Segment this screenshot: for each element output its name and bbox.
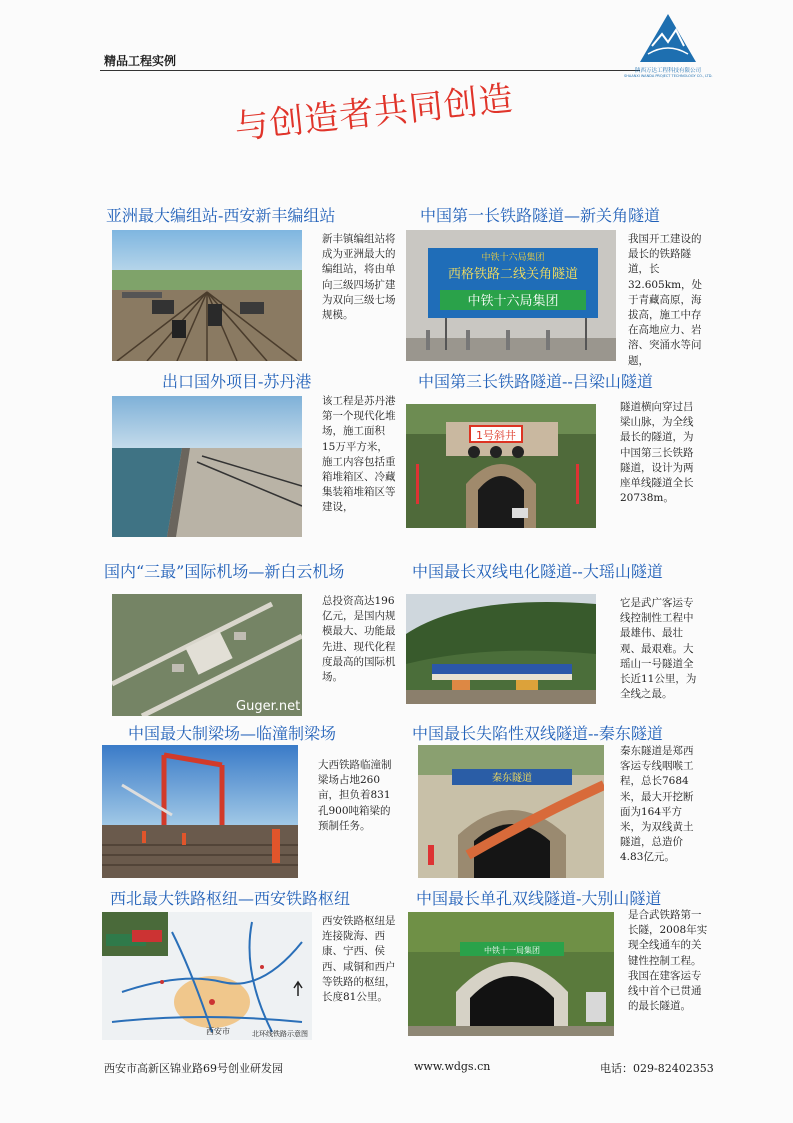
project-desc-baiyun-airport: 总投资高达196亿元，是国内规模最大、功能最先进、现代化程度最高的国际机场。 [322, 595, 396, 684]
project-desc-xian-hub: 西安铁路枢纽是连接陇海、西康、宁西、侯西、咸铜和西户等铁路的枢纽，长度81公里。 [322, 915, 396, 1004]
map-legend-label: 北环线铁路示意图 [252, 1030, 308, 1038]
photo-qindong-tunnel [418, 745, 604, 878]
header-divider [100, 70, 640, 71]
company-logo [624, 12, 712, 84]
photo-sudan-port [112, 396, 302, 537]
project-title-xian-hub: 西北最大铁路枢纽—西安铁路枢纽 [110, 889, 351, 908]
project-title-xinfeng: 亚洲最大编组站-西安新丰编组站 [106, 206, 336, 225]
photo-lintong-beam-yard [102, 745, 298, 878]
logo-company-name: 陕西万达工程科技有限公司 [634, 68, 701, 74]
project-title-dabieshan: 中国最长单孔双线隧道-大别山隧道 [416, 889, 662, 908]
photo-baiyun-airport [112, 594, 302, 716]
photo-xinfeng-yard [112, 230, 302, 361]
project-desc-qindong: 秦东隧道是郑西客运专线咽喉工程，总长7684米，最大开挖断面为164平方米，为双线黄土隧道，总造价4.83亿元。 [620, 745, 694, 864]
project-desc-lintong: 大西铁路临潼制梁场占地260亩，担负着831孔900吨箱梁的预制任务。 [318, 759, 392, 832]
project-desc-guanjiao: 我国开工建设的最长的铁路隧道，长32.605km，处于青藏高原，海拔高，施工中存在高地应力、岩溶、突涌水等问题， [628, 233, 703, 367]
logo-mountain-icon [638, 12, 698, 64]
tunnel-sign-text: 1号斜井 [476, 429, 516, 442]
map-city-label: 西安市 [206, 1027, 230, 1036]
photo-guanjiao-tunnel [406, 230, 616, 361]
project-desc-sudan-port: 该工程是苏丹港第一个现代化堆场，施工面积15万平方米，施工内容包括重箱堆箱区、冷藏集装箱堆箱区等建设， [322, 395, 396, 514]
logo-wordmark: WANDA [652, 62, 686, 69]
project-title-dayaoshan: 中国最长双线电化隧道--大瑶山隧道 [412, 562, 663, 581]
project-desc-dabieshan: 是合武铁路第一长隧，2008年实现全线通车的关键性控制工程。我国在建客运专线中首个已贯通的最长隧道。 [628, 909, 708, 1013]
photo-lvliang-tunnel [406, 404, 596, 528]
sign-main-text: 西格铁路二线关角隧道 [447, 267, 579, 282]
footer-address: 西安市高新区锦业路69号创业研发园 [104, 1062, 283, 1075]
project-title-baiyun-airport: 国内“三最”国际机场—新白云机场 [104, 562, 345, 581]
sign-bottom-text: 中铁十六局集团 [467, 294, 559, 309]
project-title-guanjiao: 中国第一长铁路隧道—新关角隧道 [420, 206, 661, 225]
footer-website[interactable]: www.wdgs.cn [414, 1060, 491, 1073]
watermark-text: Guger.net [236, 699, 301, 714]
photo-dabieshan-tunnel [408, 912, 614, 1036]
tunnel-sign-text: 中铁十一局集团 [484, 946, 540, 955]
project-title-lvliang: 中国第三长铁路隧道--吕梁山隧道 [418, 372, 653, 391]
footer-phone: 电话：029-82402353 [600, 1062, 714, 1075]
photo-dayaoshan-tunnel [406, 594, 596, 704]
tunnel-sign-text: 秦东隧道 [492, 773, 532, 784]
section-label: 精品工程实例 [104, 54, 177, 68]
project-title-sudan-port: 出口国外项目-苏丹港 [162, 372, 312, 391]
project-desc-dayaoshan: 它是武广客运专线控制性工程中最雄伟、最壮观、最艰难。大瑶山一号隧道全长近11公里，为全线之最。 [620, 597, 697, 701]
photo-xian-railway-map [102, 912, 312, 1040]
project-desc-lvliang: 隧道横向穿过吕梁山脉，为全线最长的隧道，为中国第三长铁路隧道，设计为两座单线隧道全长20738m。 [620, 401, 694, 505]
sign-top-text: 中铁十六局集团 [481, 253, 545, 263]
logo-company-name-en: SHAANXI WANDA PROJECT TECHNOLOGY CO., LTD. [624, 74, 713, 78]
page-title: 与创造者共同创造 [232, 78, 516, 148]
project-title-lintong: 中国最大制梁场—临潼制梁场 [128, 724, 337, 743]
project-title-qindong: 中国最长失陷性双线隧道--秦东隧道 [412, 724, 663, 743]
project-desc-xinfeng: 新丰镇编组站将成为亚洲最大的编组站，将由单向三级四场扩建为双向三级七场规模。 [322, 233, 396, 322]
